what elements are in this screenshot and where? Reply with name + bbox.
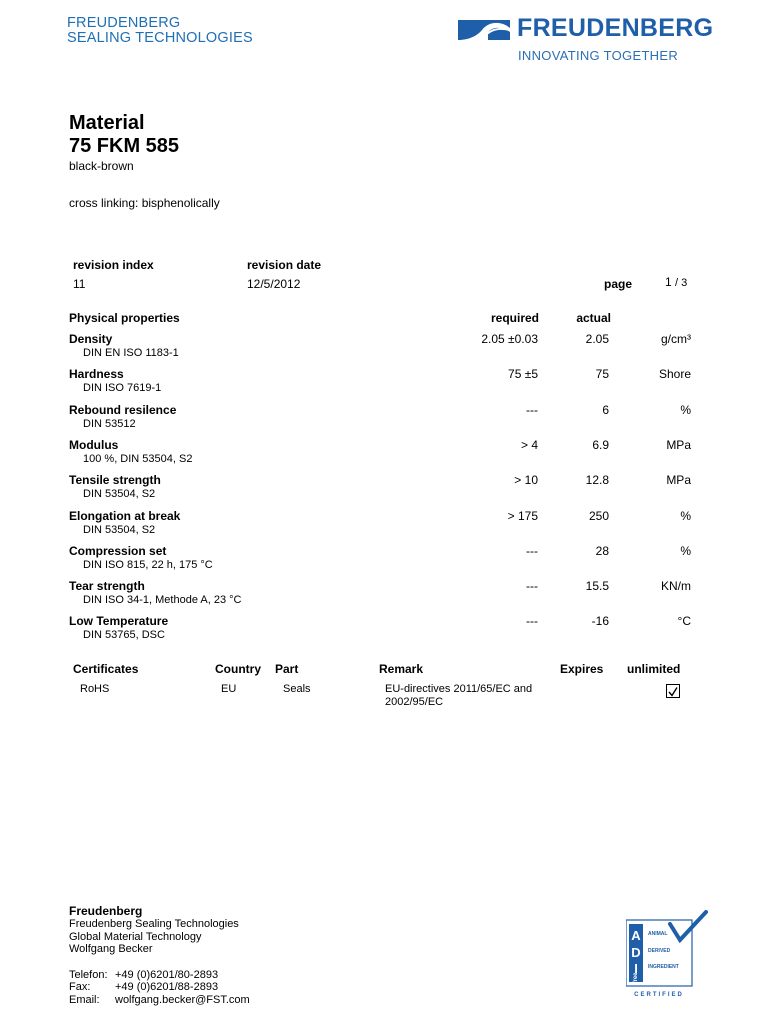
part-header: Part [275,662,299,676]
property-row-tear-strength [69,579,699,613]
revision-date-value: 12/5/2012 [247,277,301,291]
property-name: Rebound resilence [69,403,177,417]
property-actual: 6 [602,403,609,417]
left-brand [67,16,253,46]
property-row-low-temperature [69,614,699,648]
email-value[interactable]: wolfgang.becker@FST.com [115,993,250,1006]
footer-line2: Global Material Technology [69,930,202,943]
property-required: > 10 [514,473,538,487]
actual-header: actual [576,311,611,325]
page-current: 1 [665,275,672,289]
footer-line1: Freudenberg Sealing Technologies [69,918,239,930]
certificate-remark-line1: EU-directives 2011/65/EC and [385,683,533,695]
phone-label: Telefon: [69,968,108,981]
page-total: / 3 [675,277,688,289]
property-name: Hardness [69,367,124,381]
property-unit: MPa [666,473,691,487]
unlimited-checkbox [666,684,680,698]
property-required: 2.05 ±0.03 [481,332,538,346]
property-name: Tensile strength [69,473,161,487]
country-header: Country [215,662,261,676]
property-standard: 100 %, DIN 53504, S2 [83,453,193,465]
property-standard: DIN ISO 34-1, Methode A, 23 °C [83,594,242,606]
property-actual: 75 [595,367,609,381]
footer-fax-row [69,981,250,994]
logo-name: FREUDENBERG [517,14,714,42]
revision-index-label: revision index [73,258,154,272]
property-unit: °C [677,614,691,628]
property-standard: DIN 53512 [83,418,136,430]
material-label: Material [69,112,145,134]
revision-index-value: 11 [73,277,86,291]
checkmark-icon [667,686,679,698]
adi-certified: CERTIFIED [634,992,684,998]
property-name: Tear strength [69,579,145,593]
properties-title: Physical properties [69,311,180,325]
footer-contact [69,904,250,1006]
email-label: Email: [69,993,100,1006]
property-row-tensile-strength [69,473,699,507]
property-actual: 12.8 [585,473,609,487]
certificate-part: Seals [283,683,311,695]
remark-header: Remark [379,662,424,676]
cross-linking: cross linking: bisphenolically [69,196,220,210]
material-heading [69,112,179,158]
left-brand-line1: FREUDENBERG [67,15,181,31]
certificate-name: RoHS [80,683,110,695]
property-standard: DIN EN ISO 1183-1 [83,347,179,359]
property-name: Modulus [69,438,119,452]
property-unit: % [680,509,691,523]
property-required: --- [526,579,538,593]
footer-phone-row [69,969,250,982]
property-actual: 2.05 [585,332,609,346]
adi-word-animal: ANIMAL [648,931,668,937]
property-row-elongation-at-break [69,509,699,543]
footer-line3: Wolfgang Becker [69,943,153,955]
expires-header: Expires [560,662,604,676]
adi-letter-a: A [631,928,641,943]
property-actual: 28 [595,544,609,558]
required-header: required [490,311,539,325]
freudenberg-logo-mark-icon [458,18,510,47]
property-row-hardness [69,367,699,401]
page-label: page [604,277,633,291]
property-unit: Shore [658,367,691,381]
fax-label: Fax: [69,981,91,993]
property-name: Compression set [69,544,167,558]
property-required: --- [526,403,538,417]
property-unit: MPa [666,438,691,452]
logo-tagline: INNOVATING TOGETHER [518,48,679,63]
property-row-density [69,332,699,366]
adi-word-free: free [633,972,639,984]
property-actual: 15.5 [585,579,609,593]
property-row-compression-set [69,544,699,578]
adi-letter-d: D [631,945,641,960]
property-unit: KN/m [661,579,691,593]
adi-word-derived: DERIVED [648,948,671,954]
unlimited-header: unlimited [627,662,681,676]
footer-company: Freudenberg [69,904,143,918]
certificate-remark [385,683,532,709]
property-row-rebound-resilence [69,403,699,437]
property-required: > 175 [507,509,538,523]
material-color: black-brown [69,159,134,173]
property-unit: % [680,403,691,417]
property-required: > 4 [520,438,538,452]
property-name: Elongation at break [69,509,181,523]
revision-date-label: revision date [247,258,322,272]
property-unit: % [680,544,691,558]
left-brand-line2: SEALING TECHNOLOGIES [67,30,253,46]
property-required: --- [526,614,538,628]
adi-letter-i: I [634,961,638,976]
property-required: 75 ±5 [508,367,538,381]
property-standard: DIN 53504, S2 [83,488,156,500]
certificate-country: EU [221,683,237,695]
phone-value: +49 (0)6201/80-2893 [115,968,219,981]
property-standard: DIN ISO 815, 22 h, 175 °C [83,559,213,571]
property-required: --- [526,544,538,558]
property-actual: 6.9 [592,438,609,452]
page-number [665,275,687,289]
property-row-modulus [69,438,699,472]
material-name: 75 FKM 585 [69,135,180,157]
certificate-remark-line2: 2002/95/EC [385,696,444,708]
property-standard: DIN ISO 7619-1 [83,382,162,394]
adi-word-ingredient: INGREDIENT [648,964,679,970]
footer-email-row [69,994,250,1007]
certificates-header: Certificates [73,662,139,676]
property-actual: 250 [588,509,609,523]
property-name: Low Temperature [69,614,169,628]
property-name: Density [69,332,113,346]
property-unit: g/cm³ [661,332,691,346]
property-standard: DIN 53504, S2 [83,524,156,536]
fax-value: +49 (0)6201/88-2893 [115,981,219,993]
property-standard: DIN 53765, DSC [83,629,165,641]
property-actual: -16 [591,614,609,628]
adi-free-badge-icon [626,910,710,998]
